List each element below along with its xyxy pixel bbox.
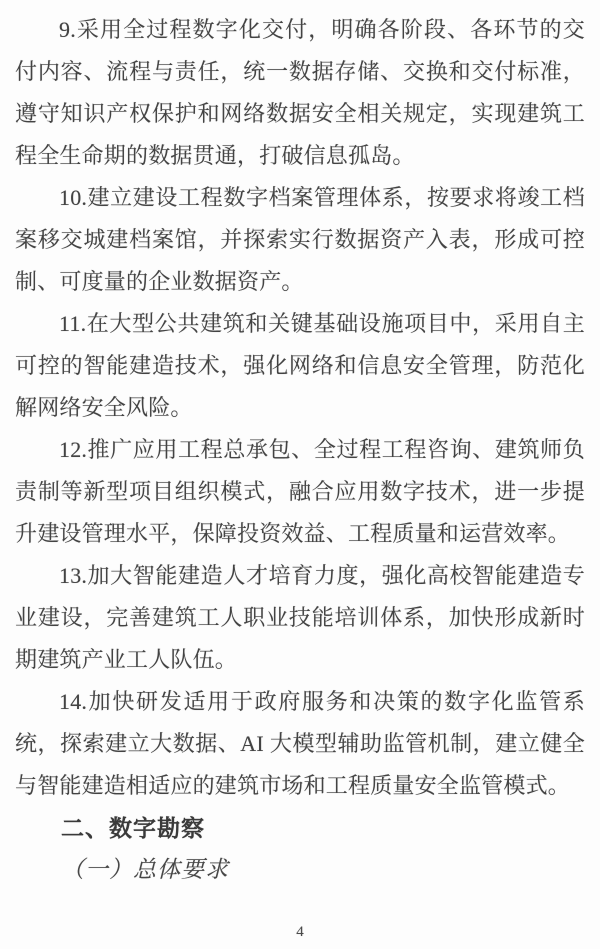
body-paragraph-11: 11.在大型公共建筑和关键基础设施项目中，采用自主可控的智能建造技术，强化网络和信息安全管理，防范化解网络安全风险。 [15, 311, 585, 420]
body-paragraph-13: 13.加大智能建造人才培育力度，强化高校智能建造专业建设，完善建筑工人职业技能培训体系，加快形成新时期建筑产业工人队伍。 [15, 563, 585, 672]
document-body [15, 9, 585, 807]
page-number: 4 [296, 924, 304, 940]
body-paragraph-9: 9.采用全过程数字化交付，明确各阶段、各环节的交付内容、流程与责任，统一数据存储、交换和交付标准，遵守知识产权保护和网络数据安全相关规定，实现建筑工程全生命期的数据贯通，打破信息孤岛。 [15, 17, 585, 168]
body-paragraph-12: 12.推广应用工程总承包、全过程工程咨询、建筑师负责制等新型项目组织模式，融合应用数字技术，进一步提升建设管理水平，保障投资效益、工程质量和运营效率。 [15, 437, 585, 546]
subsection-heading: （一）总体要求 [61, 857, 229, 882]
body-paragraph-10: 10.建立建设工程数字档案管理体系，按要求将竣工档案移交城建档案馆，并探索实行数据资产入表，形成可控制、可度量的企业数据资产。 [15, 185, 585, 294]
section-heading: 二、数字勘察 [61, 815, 205, 841]
body-paragraph-14: 14.加快研发适用于政府服务和决策的数字化监管系统，探索建立大数据、AI 大模型辅助监管机制，建立健全与智能建造相适应的建筑市场和工程质量安全监管模式。 [15, 689, 585, 798]
